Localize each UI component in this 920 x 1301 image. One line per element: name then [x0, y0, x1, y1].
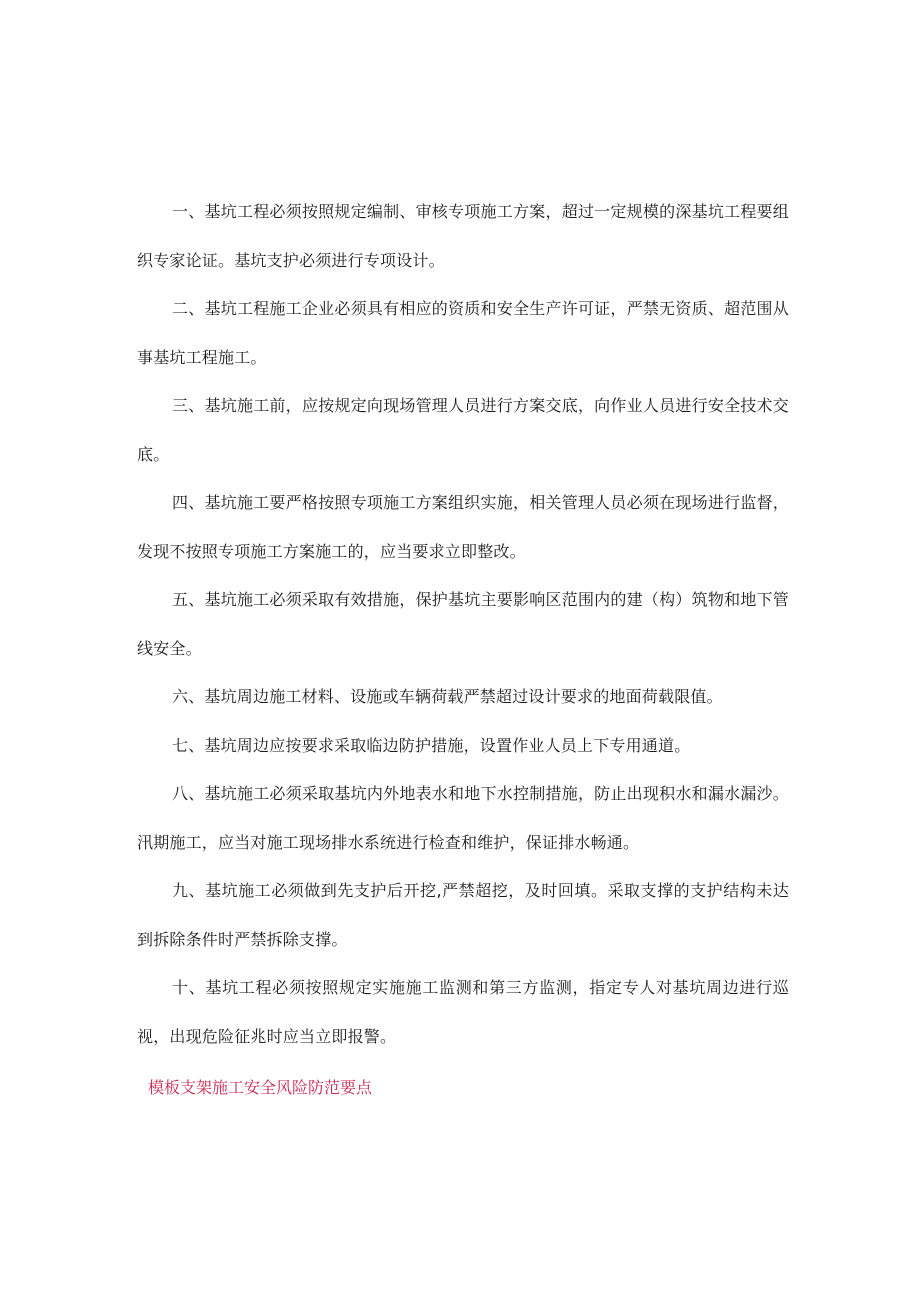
document-body [137, 188, 789, 1061]
paragraph-2: 二、基坑工程施工企业必须具有相应的资质和安全生产许可证，严禁无资质、超范围从事基坑工程施工。 [137, 299, 789, 367]
paragraph-9: 九、基坑施工必须做到先支护后开挖,严禁超挖，及时回填。采取支撑的支护结构未达到拆除条件时严禁拆除支撑。 [137, 881, 789, 949]
paragraph-1: 一、基坑工程必须按照规定编制、审核专项施工方案，超过一定规模的深基坑工程要组织专家论证。基坑支护必须进行专项设计。 [137, 202, 789, 270]
paragraph-7: 七、基坑周边应按要求采取临边防护措施，设置作业人员上下专用通道。 [172, 735, 691, 755]
paragraph-10: 十、基坑工程必须按照规定实施施工监测和第三方监测，指定专人对基坑周边进行巡视，出现危险征兆时应当立即报警。 [137, 978, 789, 1046]
paragraph-3: 三、基坑施工前，应按规定向现场管理人员进行方案交底，向作业人员进行安全技术交底。 [137, 396, 789, 464]
paragraph-8: 八、基坑施工必须采取基坑内外地表水和地下水控制措施，防止出现积水和漏水漏沙。汛期施工，应当对施工现场排水系统进行检查和维护，保证排水畅通。 [137, 784, 789, 852]
paragraph-6: 六、基坑周边施工材料、设施或车辆荷载严禁超过设计要求的地面荷载限值。 [172, 687, 723, 706]
next-section-heading: 模板支架施工安全风险防范要点 [148, 1078, 373, 1097]
paragraph-5: 五、基坑施工必须采取有效措施，保护基坑主要影响区范围内的建（构）筑物和地下管线安全。 [137, 590, 789, 658]
paragraph-4: 四、基坑施工要严格按照专项施工方案组织实施，相关管理人员必须在现场进行监督，发现不按照专项施工方案施工的，应当要求立即整改。 [137, 493, 789, 561]
